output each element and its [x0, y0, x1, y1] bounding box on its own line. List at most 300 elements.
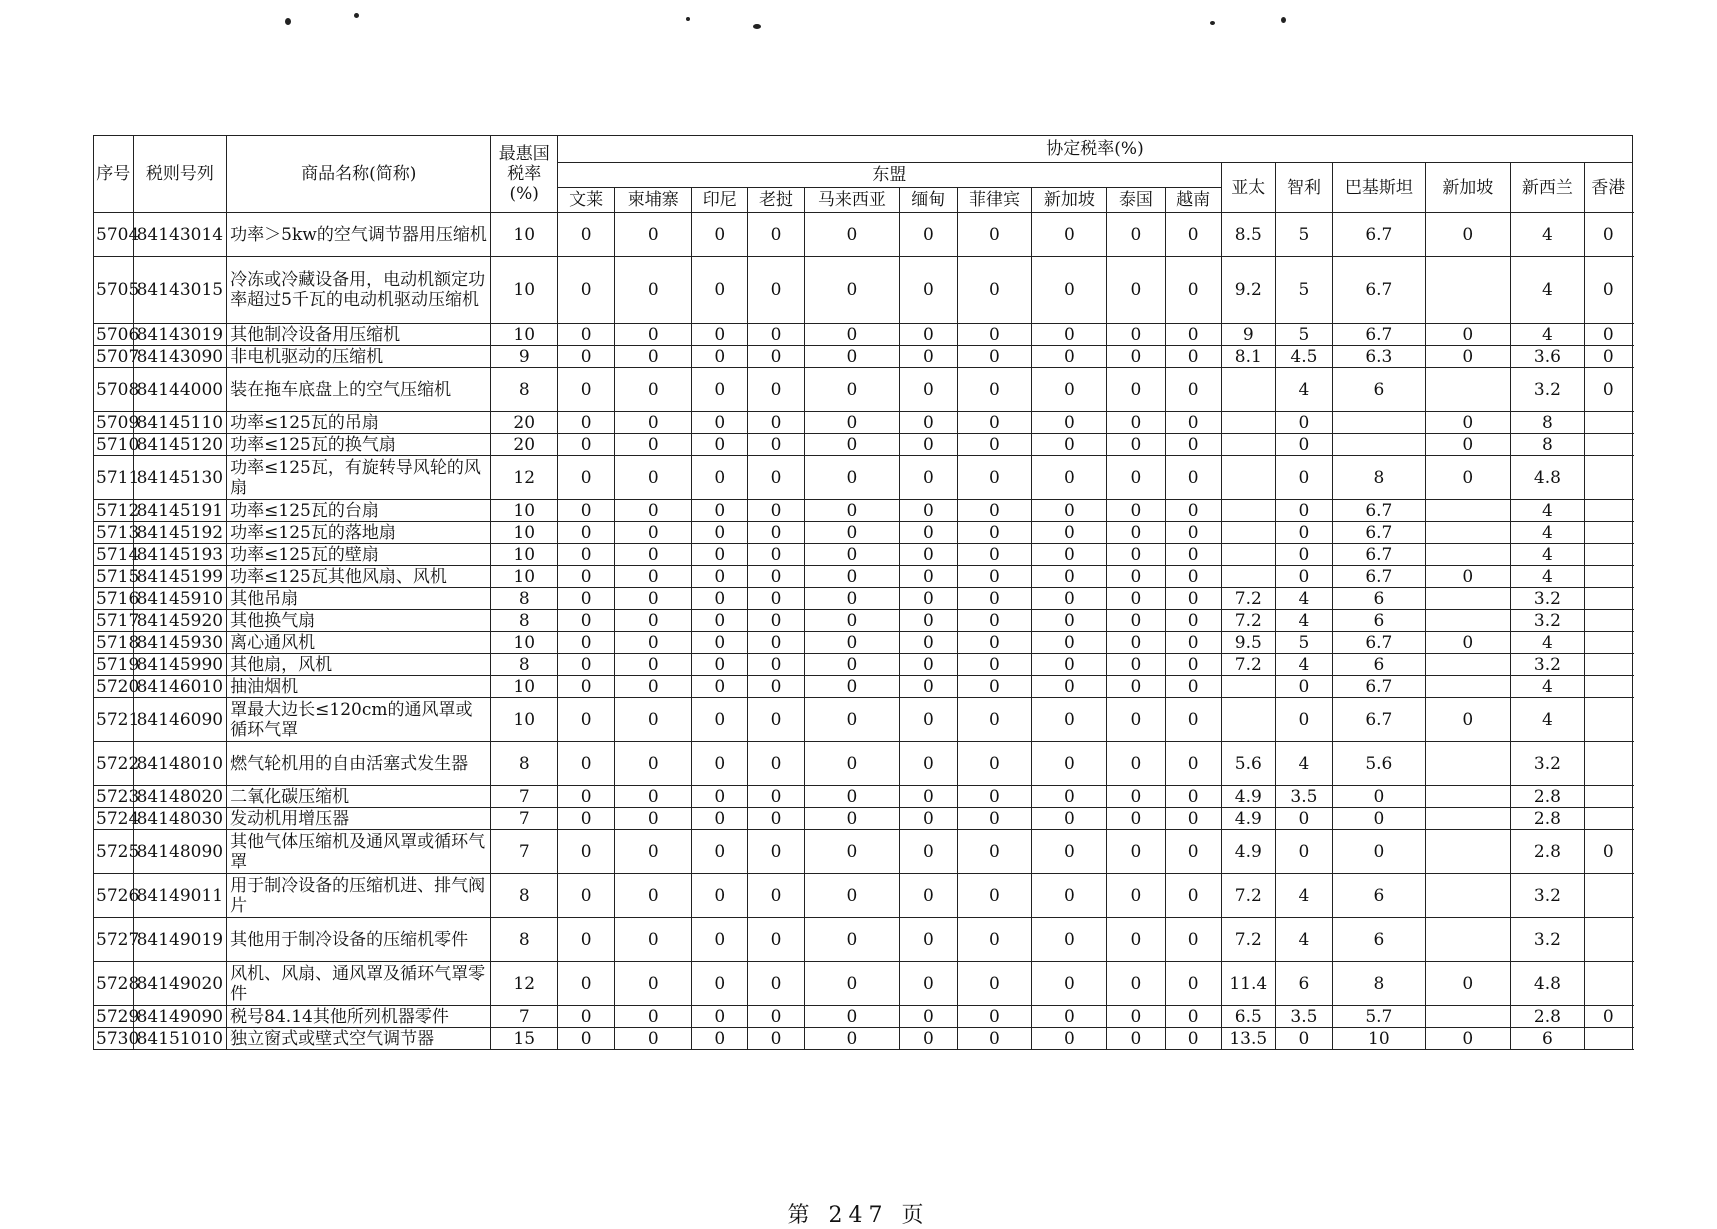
cell-asean-rate: 0	[748, 962, 804, 1006]
cell-asean-rate: 0	[558, 830, 615, 874]
cell-asean-rate: 0	[804, 610, 900, 632]
cell-asean-rate: 0	[692, 544, 748, 566]
cell-asean-rate: 0	[804, 654, 900, 676]
table-row	[94, 654, 1633, 676]
cell-asean-rate: 0	[1032, 588, 1107, 610]
cell-partner-rate: 0	[1275, 830, 1332, 874]
cell-asean-rate: 0	[748, 786, 804, 808]
cell-asean-rate: 0	[615, 676, 692, 698]
cell-asean-rate: 0	[558, 698, 615, 742]
cell-partner-rate: 0	[1425, 412, 1510, 434]
cell-asean-rate: 0	[1032, 786, 1107, 808]
cell-name: 其他用于制冷设备的压缩机零件	[227, 918, 491, 962]
cell-partner-rate: 0	[1275, 522, 1332, 544]
cell-asean-rate: 0	[748, 632, 804, 654]
cell-asean-rate: 0	[748, 742, 804, 786]
header-asean-member: 柬埔寨	[615, 188, 692, 213]
cell-code: 84143014	[133, 213, 227, 257]
cell-partner-rate: 3.2	[1510, 588, 1584, 610]
cell-partner-rate	[1425, 808, 1510, 830]
cell-partner-rate: 6	[1333, 654, 1426, 676]
table-row	[94, 1028, 1633, 1050]
cell-asean-rate: 0	[692, 500, 748, 522]
cell-asean-rate: 0	[804, 588, 900, 610]
cell-asean-rate: 0	[1107, 918, 1165, 962]
cell-partner-rate	[1221, 566, 1275, 588]
cell-asean-rate: 0	[900, 1006, 957, 1028]
cell-asean-rate: 0	[957, 632, 1032, 654]
cell-partner-rate	[1584, 874, 1632, 918]
tariff-table	[93, 135, 1633, 1050]
cell-asean-rate: 0	[558, 566, 615, 588]
cell-asean-rate: 0	[1107, 566, 1165, 588]
cell-partner-rate: 7.2	[1221, 874, 1275, 918]
cell-asean-rate: 0	[615, 1006, 692, 1028]
cell-asean-rate: 0	[957, 1006, 1032, 1028]
cell-partner-rate	[1584, 786, 1632, 808]
cell-seq: 5711	[94, 456, 134, 500]
cell-partner-rate: 0	[1425, 566, 1510, 588]
cell-asean-rate: 0	[1165, 213, 1221, 257]
cell-asean-rate: 0	[748, 257, 804, 324]
cell-partner-rate: 4	[1275, 588, 1332, 610]
cell-asean-rate: 0	[692, 257, 748, 324]
cell-asean-rate: 0	[804, 500, 900, 522]
cell-seq: 5704	[94, 213, 134, 257]
cell-asean-rate: 0	[957, 500, 1032, 522]
cell-asean-rate: 0	[957, 588, 1032, 610]
cell-name: 非电机驱动的压缩机	[227, 346, 491, 368]
cell-partner-rate: 4	[1510, 257, 1584, 324]
cell-mfn: 10	[491, 324, 558, 346]
table-row	[94, 742, 1633, 786]
cell-partner-rate	[1425, 742, 1510, 786]
cell-asean-rate: 0	[692, 808, 748, 830]
table-row	[94, 324, 1633, 346]
cell-partner-rate: 3.2	[1510, 874, 1584, 918]
cell-mfn: 20	[491, 412, 558, 434]
table-row	[94, 257, 1633, 324]
cell-asean-rate: 0	[748, 566, 804, 588]
cell-partner-rate: 4	[1510, 632, 1584, 654]
cell-partner-rate: 3.5	[1275, 1006, 1332, 1028]
cell-asean-rate: 0	[957, 324, 1032, 346]
header-seq: 序号	[94, 136, 134, 213]
cell-asean-rate: 0	[558, 346, 615, 368]
cell-partner-rate: 0	[1425, 632, 1510, 654]
cell-code: 84144000	[133, 368, 227, 412]
cell-asean-rate: 0	[1032, 500, 1107, 522]
cell-asean-rate: 0	[957, 808, 1032, 830]
cell-asean-rate: 0	[692, 588, 748, 610]
cell-asean-rate: 0	[804, 368, 900, 412]
cell-partner-rate	[1425, 676, 1510, 698]
cell-code: 84148030	[133, 808, 227, 830]
cell-asean-rate: 0	[804, 1006, 900, 1028]
cell-asean-rate: 0	[1165, 1006, 1221, 1028]
cell-asean-rate: 0	[1032, 698, 1107, 742]
cell-asean-rate: 0	[748, 918, 804, 962]
cell-asean-rate: 0	[804, 346, 900, 368]
cell-partner-rate	[1584, 962, 1632, 1006]
table-row	[94, 368, 1633, 412]
cell-asean-rate: 0	[748, 368, 804, 412]
cell-name: 税号84.14其他所列机器零件	[227, 1006, 491, 1028]
table-row	[94, 962, 1633, 1006]
cell-asean-rate: 0	[804, 808, 900, 830]
cell-partner-rate	[1221, 698, 1275, 742]
cell-partner-rate: 0	[1425, 456, 1510, 500]
cell-asean-rate: 0	[615, 830, 692, 874]
scan-speck	[753, 24, 761, 29]
cell-asean-rate: 0	[1165, 500, 1221, 522]
cell-name: 功率≤125瓦其他风扇、风机	[227, 566, 491, 588]
cell-asean-rate: 0	[900, 456, 957, 500]
cell-asean-rate: 0	[558, 412, 615, 434]
cell-asean-rate: 0	[558, 522, 615, 544]
table-row	[94, 213, 1633, 257]
cell-partner-rate	[1333, 434, 1426, 456]
cell-partner-rate: 4	[1510, 544, 1584, 566]
cell-seq: 5706	[94, 324, 134, 346]
cell-partner-rate: 10	[1333, 1028, 1426, 1050]
header-partner: 香港	[1584, 163, 1632, 213]
cell-asean-rate: 0	[692, 213, 748, 257]
cell-partner-rate: 4.5	[1275, 346, 1332, 368]
cell-partner-rate	[1584, 412, 1632, 434]
scan-speck	[686, 17, 690, 21]
cell-asean-rate: 0	[748, 213, 804, 257]
cell-asean-rate: 0	[804, 434, 900, 456]
cell-mfn: 8	[491, 368, 558, 412]
cell-asean-rate: 0	[804, 676, 900, 698]
cell-partner-rate: 0	[1275, 1028, 1332, 1050]
cell-partner-rate: 3.2	[1510, 610, 1584, 632]
cell-partner-rate	[1584, 1028, 1632, 1050]
cell-name: 功率＞5kw的空气调节器用压缩机	[227, 213, 491, 257]
cell-partner-rate	[1584, 456, 1632, 500]
cell-asean-rate: 0	[900, 654, 957, 676]
cell-asean-rate: 0	[957, 1028, 1032, 1050]
cell-asean-rate: 0	[957, 456, 1032, 500]
cell-asean-rate: 0	[1032, 368, 1107, 412]
cell-asean-rate: 0	[748, 456, 804, 500]
cell-mfn: 7	[491, 808, 558, 830]
cell-partner-rate	[1221, 434, 1275, 456]
cell-code: 84145193	[133, 544, 227, 566]
cell-partner-rate: 0	[1333, 786, 1426, 808]
cell-asean-rate: 0	[900, 962, 957, 1006]
cell-partner-rate: 0	[1584, 346, 1632, 368]
header-name: 商品名称(简称)	[227, 136, 491, 213]
cell-asean-rate: 0	[748, 874, 804, 918]
cell-seq: 5705	[94, 257, 134, 324]
cell-asean-rate: 0	[1107, 456, 1165, 500]
cell-partner-rate: 6	[1333, 368, 1426, 412]
cell-asean-rate: 0	[1107, 257, 1165, 324]
cell-partner-rate: 2.8	[1510, 786, 1584, 808]
cell-partner-rate	[1425, 830, 1510, 874]
cell-asean-rate: 0	[804, 324, 900, 346]
cell-asean-rate: 0	[1165, 786, 1221, 808]
cell-partner-rate: 9	[1221, 324, 1275, 346]
cell-partner-rate: 3.2	[1510, 654, 1584, 676]
cell-asean-rate: 0	[692, 742, 748, 786]
cell-asean-rate: 0	[615, 588, 692, 610]
cell-partner-rate: 6	[1510, 1028, 1584, 1050]
cell-partner-rate: 0	[1425, 1028, 1510, 1050]
cell-asean-rate: 0	[615, 742, 692, 786]
cell-asean-rate: 0	[900, 632, 957, 654]
cell-mfn: 8	[491, 588, 558, 610]
header-code: 税则号列	[133, 136, 227, 213]
cell-code: 84143015	[133, 257, 227, 324]
cell-asean-rate: 0	[558, 213, 615, 257]
cell-asean-rate: 0	[1032, 522, 1107, 544]
cell-partner-rate	[1425, 786, 1510, 808]
cell-asean-rate: 0	[804, 698, 900, 742]
cell-asean-rate: 0	[1165, 632, 1221, 654]
cell-mfn: 7	[491, 786, 558, 808]
cell-partner-rate: 6.7	[1333, 698, 1426, 742]
cell-partner-rate: 8	[1333, 962, 1426, 1006]
header-mfn-line: 税率	[493, 164, 555, 184]
cell-code: 84145130	[133, 456, 227, 500]
cell-partner-rate: 9.5	[1221, 632, 1275, 654]
cell-asean-rate: 0	[748, 698, 804, 742]
cell-seq: 5714	[94, 544, 134, 566]
cell-seq: 5729	[94, 1006, 134, 1028]
cell-seq: 5719	[94, 654, 134, 676]
cell-mfn: 8	[491, 918, 558, 962]
cell-asean-rate: 0	[804, 632, 900, 654]
cell-partner-rate: 4	[1510, 324, 1584, 346]
cell-mfn: 10	[491, 257, 558, 324]
cell-asean-rate: 0	[1107, 522, 1165, 544]
header-asean-member: 印尼	[692, 188, 748, 213]
cell-asean-rate: 0	[558, 742, 615, 786]
cell-asean-rate: 0	[615, 456, 692, 500]
cell-name: 二氧化碳压缩机	[227, 786, 491, 808]
cell-asean-rate: 0	[1032, 213, 1107, 257]
table-row	[94, 434, 1633, 456]
cell-asean-rate: 0	[804, 456, 900, 500]
cell-partner-rate: 6.7	[1333, 522, 1426, 544]
cell-asean-rate: 0	[957, 566, 1032, 588]
cell-partner-rate: 6.7	[1333, 632, 1426, 654]
cell-partner-rate	[1584, 632, 1632, 654]
cell-asean-rate: 0	[692, 1028, 748, 1050]
cell-partner-rate: 6.7	[1333, 566, 1426, 588]
cell-seq: 5726	[94, 874, 134, 918]
cell-name: 用于制冷设备的压缩机进、排气阀片	[227, 874, 491, 918]
header-partner: 智利	[1275, 163, 1332, 213]
cell-code: 84145930	[133, 632, 227, 654]
cell-asean-rate: 0	[748, 522, 804, 544]
cell-code: 84145910	[133, 588, 227, 610]
header-asean: 东盟	[558, 163, 1222, 188]
cell-asean-rate: 0	[1165, 544, 1221, 566]
table-row	[94, 874, 1633, 918]
cell-mfn: 20	[491, 434, 558, 456]
cell-asean-rate: 0	[1165, 346, 1221, 368]
cell-name: 功率≤125瓦的换气扇	[227, 434, 491, 456]
header-asean-member: 马来西亚	[804, 188, 900, 213]
cell-asean-rate: 0	[900, 1028, 957, 1050]
cell-asean-rate: 0	[1107, 588, 1165, 610]
cell-code: 84149011	[133, 874, 227, 918]
cell-asean-rate: 0	[1107, 544, 1165, 566]
cell-seq: 5708	[94, 368, 134, 412]
header-asean-member: 老挝	[748, 188, 804, 213]
cell-asean-rate: 0	[692, 324, 748, 346]
cell-asean-rate: 0	[1165, 324, 1221, 346]
cell-asean-rate: 0	[957, 257, 1032, 324]
cell-partner-rate: 7.2	[1221, 918, 1275, 962]
cell-asean-rate: 0	[748, 676, 804, 698]
cell-partner-rate: 0	[1275, 500, 1332, 522]
cell-partner-rate: 0	[1584, 368, 1632, 412]
cell-asean-rate: 0	[558, 786, 615, 808]
table-row	[94, 610, 1633, 632]
cell-asean-rate: 0	[558, 1006, 615, 1028]
table-row	[94, 676, 1633, 698]
cell-seq: 5712	[94, 500, 134, 522]
cell-partner-rate	[1584, 654, 1632, 676]
cell-asean-rate: 0	[692, 874, 748, 918]
cell-asean-rate: 0	[957, 654, 1032, 676]
cell-asean-rate: 0	[1107, 434, 1165, 456]
cell-seq: 5725	[94, 830, 134, 874]
cell-mfn: 8	[491, 742, 558, 786]
cell-partner-rate: 0	[1275, 698, 1332, 742]
cell-partner-rate	[1221, 676, 1275, 698]
header-partner: 新西兰	[1510, 163, 1584, 213]
cell-partner-rate	[1333, 412, 1426, 434]
cell-asean-rate: 0	[804, 918, 900, 962]
cell-code: 84143090	[133, 346, 227, 368]
cell-asean-rate: 0	[1165, 962, 1221, 1006]
cell-partner-rate: 0	[1275, 434, 1332, 456]
cell-asean-rate: 0	[900, 522, 957, 544]
cell-asean-rate: 0	[1165, 676, 1221, 698]
table-row	[94, 566, 1633, 588]
cell-asean-rate: 0	[615, 324, 692, 346]
table-row	[94, 1006, 1633, 1028]
cell-partner-rate	[1584, 698, 1632, 742]
cell-asean-rate: 0	[1107, 742, 1165, 786]
cell-partner-rate	[1221, 456, 1275, 500]
cell-asean-rate: 0	[957, 412, 1032, 434]
table-row	[94, 698, 1633, 742]
cell-partner-rate: 6.7	[1333, 544, 1426, 566]
header-asean-member: 越南	[1165, 188, 1221, 213]
table-row	[94, 632, 1633, 654]
cell-name: 装在拖车底盘上的空气压缩机	[227, 368, 491, 412]
cell-asean-rate: 0	[558, 324, 615, 346]
cell-asean-rate: 0	[1032, 1006, 1107, 1028]
cell-partner-rate: 0	[1425, 213, 1510, 257]
cell-seq: 5710	[94, 434, 134, 456]
cell-asean-rate: 0	[1107, 1006, 1165, 1028]
cell-asean-rate: 0	[615, 1028, 692, 1050]
cell-asean-rate: 0	[1032, 632, 1107, 654]
cell-name: 功率≤125瓦的壁扇	[227, 544, 491, 566]
cell-partner-rate	[1425, 610, 1510, 632]
cell-asean-rate: 0	[957, 786, 1032, 808]
cell-name: 功率≤125瓦，有旋转导风轮的风扇	[227, 456, 491, 500]
cell-asean-rate: 0	[1165, 874, 1221, 918]
cell-seq: 5724	[94, 808, 134, 830]
header-asean-member: 新加坡	[1032, 188, 1107, 213]
cell-asean-rate: 0	[804, 257, 900, 324]
cell-asean-rate: 0	[804, 1028, 900, 1050]
cell-asean-rate: 0	[804, 786, 900, 808]
cell-asean-rate: 0	[748, 610, 804, 632]
cell-asean-rate: 0	[900, 676, 957, 698]
cell-partner-rate: 2.8	[1510, 830, 1584, 874]
cell-partner-rate: 4	[1510, 522, 1584, 544]
header-partner: 巴基斯坦	[1333, 163, 1426, 213]
cell-asean-rate: 0	[1165, 830, 1221, 874]
cell-name: 其他吊扇	[227, 588, 491, 610]
cell-asean-rate: 0	[615, 786, 692, 808]
table-row	[94, 830, 1633, 874]
cell-partner-rate: 4.9	[1221, 830, 1275, 874]
cell-code: 84149090	[133, 1006, 227, 1028]
cell-seq: 5715	[94, 566, 134, 588]
cell-partner-rate: 13.5	[1221, 1028, 1275, 1050]
cell-asean-rate: 0	[615, 808, 692, 830]
cell-partner-rate: 4	[1275, 918, 1332, 962]
cell-asean-rate: 0	[558, 456, 615, 500]
cell-mfn: 8	[491, 610, 558, 632]
cell-asean-rate: 0	[1107, 610, 1165, 632]
cell-code: 84148010	[133, 742, 227, 786]
cell-asean-rate: 0	[1107, 808, 1165, 830]
cell-partner-rate	[1425, 874, 1510, 918]
cell-seq: 5723	[94, 786, 134, 808]
cell-asean-rate: 0	[1107, 830, 1165, 874]
cell-seq: 5713	[94, 522, 134, 544]
cell-partner-rate	[1221, 368, 1275, 412]
cell-code: 84145110	[133, 412, 227, 434]
cell-mfn: 12	[491, 962, 558, 1006]
cell-partner-rate	[1584, 588, 1632, 610]
cell-partner-rate: 4	[1510, 676, 1584, 698]
cell-partner-rate: 6	[1333, 918, 1426, 962]
cell-partner-rate	[1221, 412, 1275, 434]
cell-name: 燃气轮机用的自由活塞式发生器	[227, 742, 491, 786]
cell-partner-rate	[1221, 522, 1275, 544]
cell-asean-rate: 0	[1032, 874, 1107, 918]
cell-asean-rate: 0	[957, 676, 1032, 698]
cell-asean-rate: 0	[1165, 742, 1221, 786]
cell-asean-rate: 0	[1032, 918, 1107, 962]
cell-asean-rate: 0	[615, 632, 692, 654]
cell-mfn: 10	[491, 544, 558, 566]
cell-asean-rate: 0	[1032, 346, 1107, 368]
cell-partner-rate: 0	[1333, 808, 1426, 830]
cell-asean-rate: 0	[957, 874, 1032, 918]
cell-asean-rate: 0	[1032, 1028, 1107, 1050]
cell-partner-rate: 3.2	[1510, 742, 1584, 786]
cell-asean-rate: 0	[1165, 412, 1221, 434]
cell-partner-rate: 4	[1510, 213, 1584, 257]
cell-asean-rate: 0	[900, 566, 957, 588]
cell-partner-rate: 7.2	[1221, 610, 1275, 632]
cell-code: 84148020	[133, 786, 227, 808]
